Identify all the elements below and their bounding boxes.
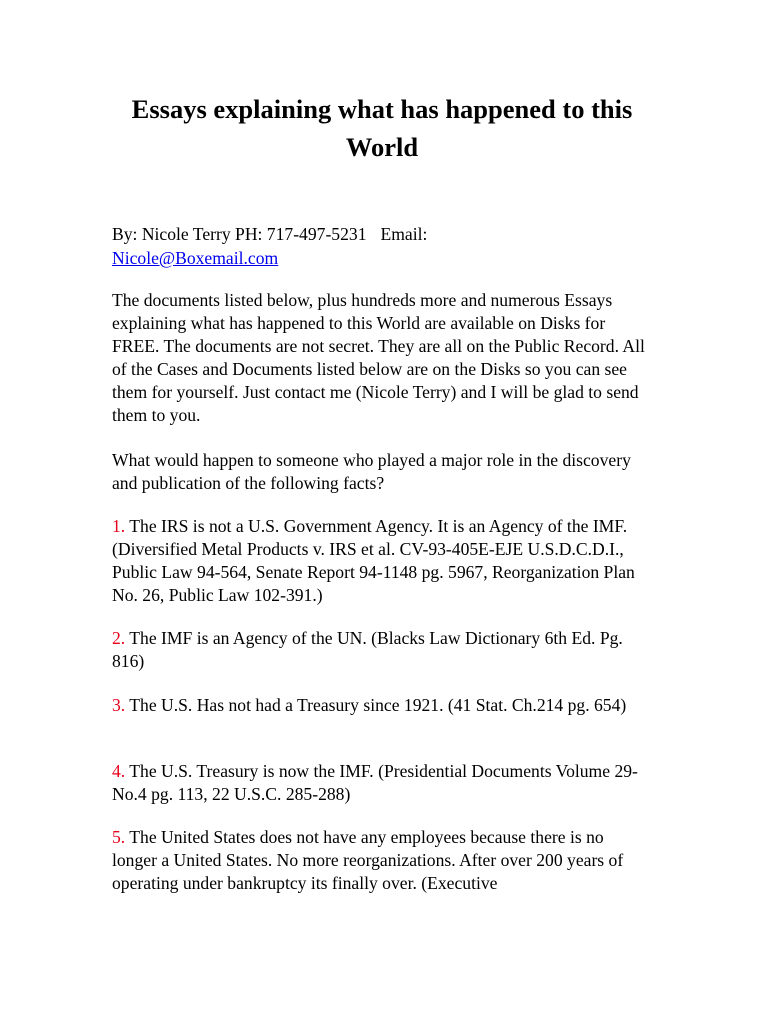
fact-text: The U.S. Treasury is now the IMF. (Presidential Documents Volume 29-No.4 pg. 113, 22 U.S.C. 285-288) [112,761,638,804]
intro-paragraph: The documents listed below, plus hundreds more and numerous Essays explaining what has happened to this World are available on Disks for FREE. The documents are not secret. They are all on the Public Record. All of the Cases and Documents listed below are on the Disks so you can see them for yourself. Just contact me (Nicole Terry) and I will be glad to send them to you. [112,290,645,425]
fact-number: 5. [112,827,126,847]
fact-text: The IRS is not a U.S. Government Agency. It is an Agency of the IMF. (Diversified Metal Products v. IRS et al. CV-93-405E-EJE U.S.D.C.D.I., Public Law 94-564, Senate Report 94-1148 pg. 5967, Reorganization Plan No. 26, Public Law 102-391.) [112,516,635,605]
byline [112,222,652,270]
fact-item-5 [112,826,652,895]
fact-item-3 [112,694,652,717]
fact-item-2 [112,627,652,673]
byline-email-label: Email: [380,224,428,244]
fact-number: 4. [112,761,126,781]
fact-item-4 [112,760,652,806]
fact-item-1 [112,515,652,607]
fact-number: 3. [112,695,126,715]
fact-text: The United States does not have any employees because there is no longer a United States. No more reorganizations. After over 200 years of operating under bankruptcy its finally over. (Executive [112,827,624,893]
fact-number: 1. [112,516,126,536]
byline-contact: By: Nicole Terry PH: 717-497-5231 [112,224,367,244]
fact-text: The U.S. Has not had a Treasury since 1921. (41 Stat. Ch.214 pg. 654) [125,695,627,715]
fact-text: The IMF is an Agency of the UN. (Blacks Law Dictionary 6th Ed. Pg. 816) [112,628,623,671]
fact-number: 2. [112,628,126,648]
page-title: Essays explaining what has happened to this World [131,94,633,162]
email-link[interactable]: Nicole@Boxemail.com [112,248,279,268]
question-paragraph: What would happen to someone who played a major role in the discovery and publication of the following facts? [112,450,631,493]
